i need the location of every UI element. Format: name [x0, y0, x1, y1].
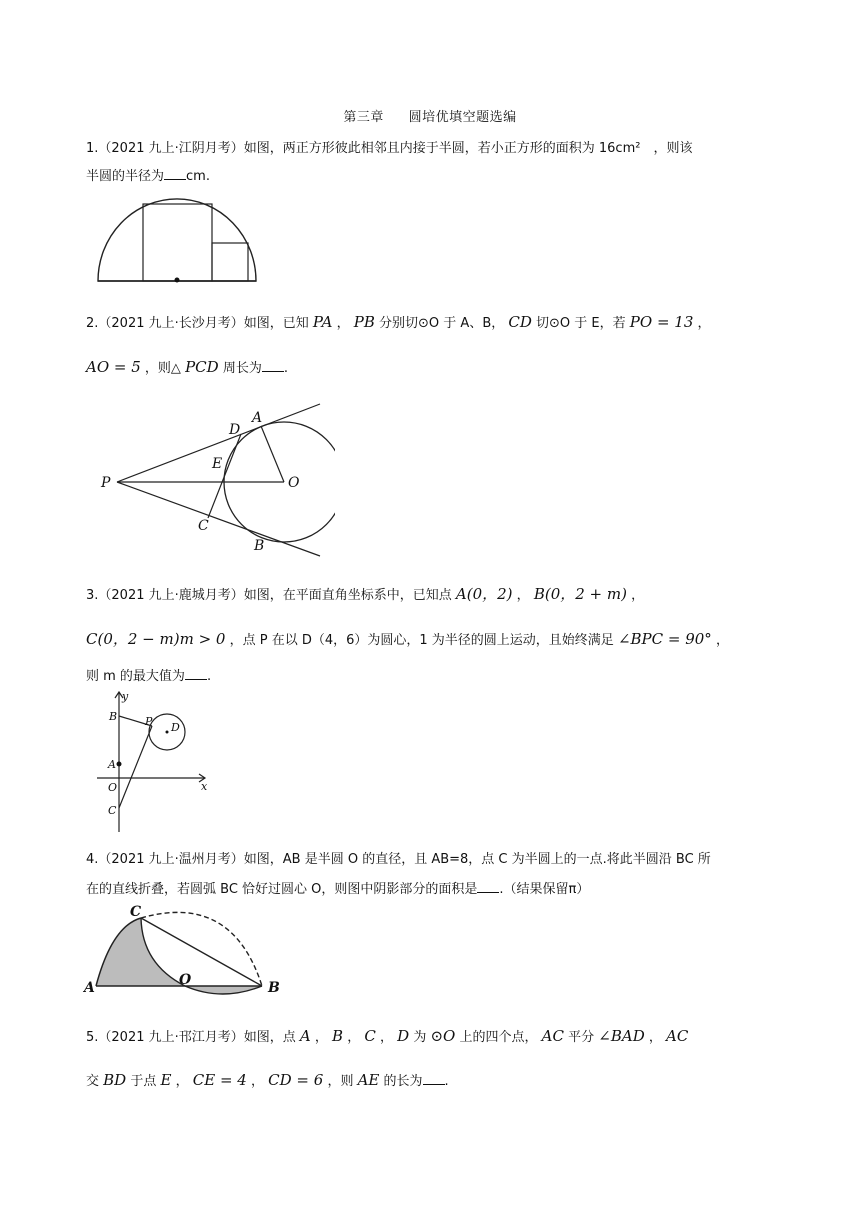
q3-text-a: 3.（2021 九上·鹿城月考）如图，在平面直角坐标系中，已知点	[86, 588, 452, 603]
q2-text-e: 周长为	[222, 361, 262, 376]
q4-line1: 4.（2021 九上·温州月考）如图，AB 是半圆 O 的直径，且 AB=8，点 C 为半圆上的一点.将此半圆沿 BC 所	[86, 852, 711, 867]
q3-pa: A(0，2)	[455, 585, 513, 603]
q5-cd: CD = 6	[268, 1071, 324, 1089]
q5-line1	[86, 1026, 688, 1045]
q1-text-b: cm.	[186, 169, 210, 184]
q2-cd: CD	[508, 313, 532, 331]
q5-c: C	[364, 1027, 376, 1045]
q5-a: A	[299, 1027, 311, 1045]
q2-sep: ，	[336, 316, 350, 331]
q3-comma: ，	[631, 588, 645, 603]
q3-text-c: 则 m 的最大值为	[86, 669, 185, 684]
q5-bad: ∠BAD	[598, 1027, 645, 1045]
q5-ce: CE = 4	[192, 1071, 247, 1089]
q1-line2	[86, 165, 210, 184]
label-C: C	[198, 518, 209, 534]
q2-pa: PA	[312, 313, 333, 331]
q5-sep: ，	[648, 1030, 662, 1045]
label-P: P	[101, 475, 111, 491]
label-O: O	[108, 781, 118, 794]
label-A: A	[108, 758, 116, 771]
page-title	[0, 106, 860, 125]
label-B: B	[254, 538, 265, 554]
q5-ac2: AC	[666, 1027, 689, 1045]
q5-sep: ，	[347, 1030, 361, 1045]
q3-line2	[86, 628, 729, 649]
q5-line2	[86, 1070, 449, 1089]
label-A: A	[252, 410, 263, 426]
q5-d: D	[397, 1027, 410, 1045]
q5-text-e: 交	[86, 1074, 100, 1089]
q2-text-d: ，则△	[144, 361, 181, 376]
q5-text-h: 的长为	[383, 1074, 423, 1089]
answer-blank	[185, 667, 207, 680]
q3-pc: C(0，2 − m)m > 0	[86, 630, 226, 648]
q5-b: B	[332, 1027, 344, 1045]
q1-text-a: 半圆的半径为	[86, 169, 165, 184]
q4-text-b: .（结果保留π）	[499, 882, 590, 897]
q2-ao: AO = 5	[86, 358, 141, 376]
q2-line2	[86, 357, 288, 376]
q2-figure	[95, 398, 335, 566]
answer-blank	[477, 880, 499, 893]
q2-text-a: 2.（2021 九上·长沙月考）如图，已知	[86, 316, 309, 331]
label-D: D	[229, 422, 241, 438]
label-P: P	[145, 715, 153, 728]
q5-text-b: 为	[413, 1030, 427, 1045]
q2-period: .	[283, 361, 288, 376]
q1-line1: 1.（2021 九上·江阴月考）如图，两正方形彼此相邻且内接于半圆，若小正方形的面积为 16cm² ，则该	[86, 141, 693, 156]
answer-blank	[164, 167, 186, 180]
q2-po: PO = 13	[629, 313, 694, 331]
q3-period: .	[206, 669, 212, 684]
q5-text-c: 上的四个点，	[459, 1030, 538, 1045]
label-E: E	[212, 456, 223, 472]
q5-e: E	[160, 1071, 172, 1089]
label-D: D	[171, 721, 180, 734]
q3-pb: B(0，2 + m)	[533, 585, 627, 603]
q3-text-b: ，点 P 在以 D（4，6）为圆心，1 为半径的圆上运动，且始终满足	[229, 633, 614, 648]
q5-text-g: ，则	[327, 1074, 354, 1089]
q3-angle: ∠BPC = 90°	[617, 630, 712, 648]
label-B: B	[268, 980, 280, 996]
q2-text-c: 切⊙O 于 E，若	[536, 316, 626, 331]
q5-sep: ，	[380, 1030, 394, 1045]
q4-line2	[86, 878, 589, 897]
q3-sep: ，	[516, 588, 530, 603]
title-name: 圆培优填空题选编	[408, 110, 517, 125]
q5-text-f: 于点	[130, 1074, 157, 1089]
q5-ac: AC	[541, 1027, 564, 1045]
label-B: B	[109, 710, 118, 723]
label-O: O	[288, 475, 300, 491]
label-A: A	[84, 980, 95, 996]
q1-figure	[95, 192, 265, 288]
label-C: C	[130, 904, 142, 920]
axis-x-label: x	[201, 780, 208, 793]
q4-figure	[82, 902, 292, 1002]
q5-period: .	[444, 1074, 449, 1089]
q3-line3	[86, 665, 211, 684]
axis-y-label: y	[122, 690, 129, 703]
answer-blank	[423, 1072, 445, 1085]
q3-line1	[86, 583, 644, 604]
answer-blank	[262, 359, 284, 372]
q5-text-d: 平分	[568, 1030, 595, 1045]
q5-text-a: 5.（2021 九上·邗江月考）如图，点	[86, 1030, 296, 1045]
label-O: O	[179, 972, 192, 988]
label-C: C	[108, 804, 117, 817]
q5-bd: BD	[103, 1071, 127, 1089]
q2-text-b: 分别切⊙O 于 A、B，	[379, 316, 505, 331]
q5-sep: ，	[250, 1074, 264, 1089]
q5-ae: AE	[357, 1071, 380, 1089]
q2-line1	[86, 312, 711, 331]
q4-text-a: 在的直线折叠，若圆弧 BC 恰好过圆心 O，则图中阴影部分的面积是	[86, 882, 478, 897]
q2-comma: ，	[697, 316, 711, 331]
q5-sep: ，	[314, 1030, 328, 1045]
q5-sep: ，	[175, 1074, 189, 1089]
q2-pcd: PCD	[185, 358, 219, 376]
q3-comma2: ，	[715, 633, 729, 648]
q3-figure	[95, 688, 215, 836]
q5-circle: ⊙O	[430, 1027, 456, 1045]
chapter-label: 第三章	[343, 110, 384, 125]
q2-pb: PB	[353, 313, 375, 331]
